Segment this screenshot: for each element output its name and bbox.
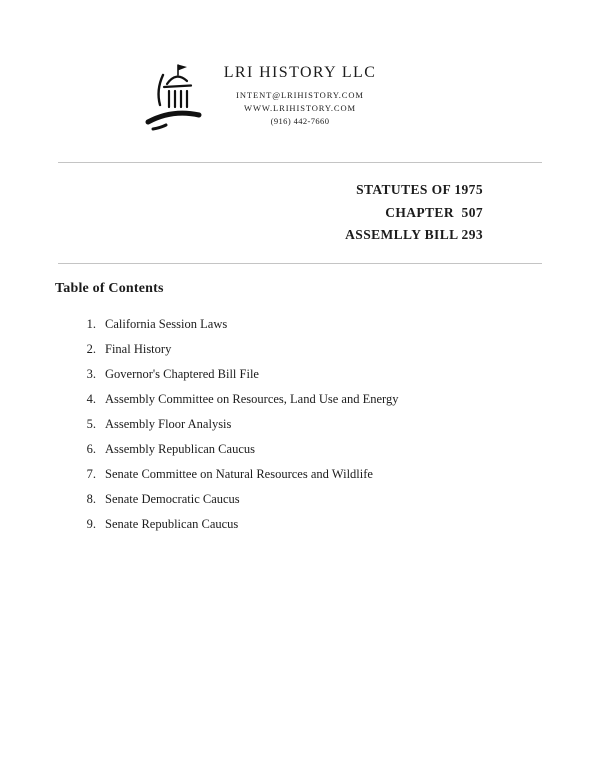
toc-item-number: 4. bbox=[86, 391, 96, 406]
statutes-line: STATUTES OF 1975 bbox=[356, 182, 483, 197]
toc-item-number: 2. bbox=[86, 341, 96, 356]
list-item bbox=[0, 437, 600, 462]
list-item bbox=[0, 362, 600, 387]
capitol-logo-icon bbox=[142, 60, 208, 136]
toc-item-label: California Session Laws bbox=[105, 316, 228, 331]
toc-list bbox=[0, 312, 600, 537]
toc-item-number: 9. bbox=[86, 516, 96, 531]
divider-middle bbox=[58, 263, 542, 264]
assembly-bill-line: ASSEMLLY BILL 293 bbox=[345, 227, 483, 242]
toc-item-label: Assembly Republican Caucus bbox=[105, 441, 255, 456]
chapter-line: CHAPTER 507 bbox=[385, 204, 483, 220]
list-item bbox=[0, 487, 600, 512]
company-website: WWW.LRIHISTORY.COM bbox=[244, 103, 356, 113]
company-name: LRI HISTORY LLC bbox=[223, 64, 377, 81]
list-item bbox=[0, 512, 600, 537]
toc-item-label: Senate Democratic Caucus bbox=[105, 491, 240, 506]
list-item bbox=[0, 312, 600, 337]
toc-item-number: 8. bbox=[86, 491, 96, 506]
list-item bbox=[0, 462, 600, 487]
reference-block bbox=[0, 163, 600, 247]
toc-item-number: 7. bbox=[86, 466, 96, 481]
toc-item-number: 1. bbox=[86, 316, 96, 331]
list-item bbox=[0, 387, 600, 412]
letterhead bbox=[0, 0, 600, 128]
list-item bbox=[0, 412, 600, 437]
toc-item-label: Senate Republican Caucus bbox=[105, 516, 239, 531]
company-email: INTENT@LRIHISTORY.COM bbox=[236, 90, 364, 100]
toc-item-label: Assembly Floor Analysis bbox=[105, 416, 232, 431]
toc-item-number: 3. bbox=[86, 366, 96, 381]
toc-item-number: 6. bbox=[86, 441, 96, 456]
toc-item-number: 5. bbox=[86, 416, 96, 431]
toc-item-label: Assembly Committee on Resources, Land Use and Energy bbox=[105, 391, 399, 406]
toc-heading: Table of Contents bbox=[55, 280, 164, 296]
toc-item-label: Governor's Chaptered Bill File bbox=[105, 366, 259, 381]
list-item bbox=[0, 337, 600, 362]
toc-item-label: Final History bbox=[105, 341, 172, 356]
company-phone: (916) 442-7660 bbox=[270, 116, 330, 126]
toc-item-label: Senate Committee on Natural Resources and Wildlife bbox=[105, 466, 373, 481]
